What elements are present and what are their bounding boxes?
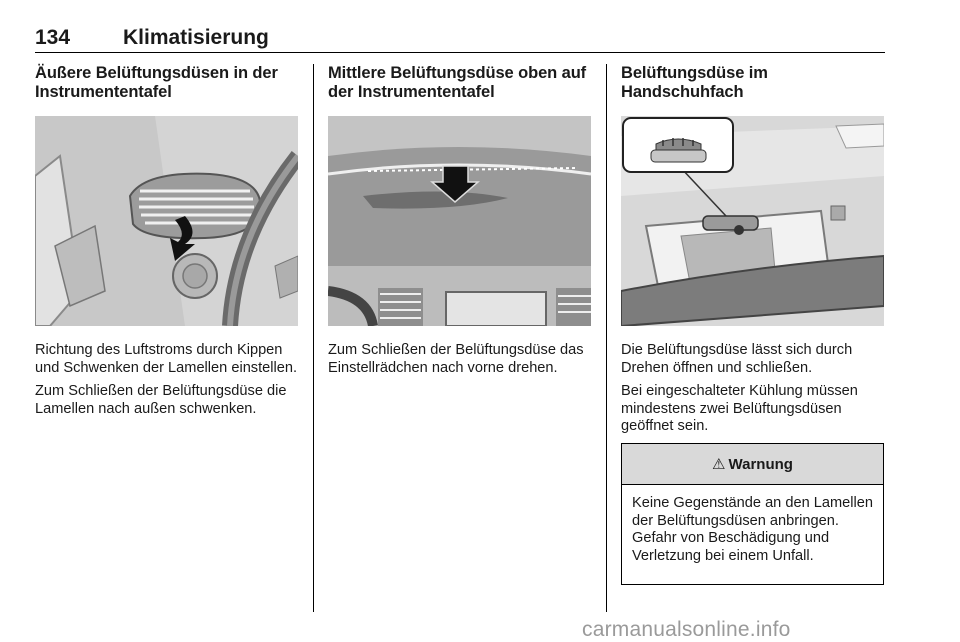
body-paragraph: Bei eingeschalteter Kühlung müssen mindestens zwei Belüftungsdüsen geöffnet sein. (621, 383, 858, 434)
figure-glovebox-vent (621, 116, 884, 326)
page-header (35, 26, 885, 53)
watermark: carmanualsonline.info (582, 618, 791, 641)
body-paragraph: Die Belüftungsdüse lässt sich durch Drehen öffnen und schließen. (621, 342, 853, 376)
page-number: 134 (35, 26, 71, 49)
column-glovebox-vent (621, 64, 886, 564)
body-paragraph: Richtung des Luftstroms durch Kippen und Schwenken der Lamellen einstellen. (35, 342, 298, 376)
section-heading: Belüftungsdüse im Handschuhfach (621, 64, 768, 101)
column-outer-vents (35, 64, 300, 417)
warning-box (621, 443, 884, 585)
body-paragraph: Zum Schließen der Belüftungsdüse die Lamellen nach außen schwenken. (35, 383, 287, 417)
section-heading: Äußere Belüftungsdüsen in der Instrumententafel (35, 64, 278, 101)
column-center-vent (328, 64, 593, 376)
warning-header (622, 444, 883, 485)
chapter-title: Klimatisierung (123, 26, 269, 49)
column-divider (606, 64, 607, 612)
column-divider (313, 64, 314, 612)
figure-outer-vent (35, 116, 298, 326)
section-body (328, 342, 596, 383)
section-body (35, 342, 303, 424)
body-paragraph: Zum Schließen der Belüftungsdüse das Einstellrädchen nach vorne drehen. (328, 342, 584, 376)
section-heading: Mittlere Belüftungsdüse oben auf der Instrumententafel (328, 64, 587, 101)
warning-body: Keine Gegenstände an den Lamellen der Belüftungsdüsen anbringen. Gefahr von Beschädigung und Verletzung bei einem Unfall. (632, 495, 873, 564)
figure-center-vent (328, 116, 591, 326)
section-body (621, 342, 889, 442)
warning-title: Warnung (728, 455, 793, 473)
warning-triangle-icon: ⚠ (712, 456, 726, 473)
